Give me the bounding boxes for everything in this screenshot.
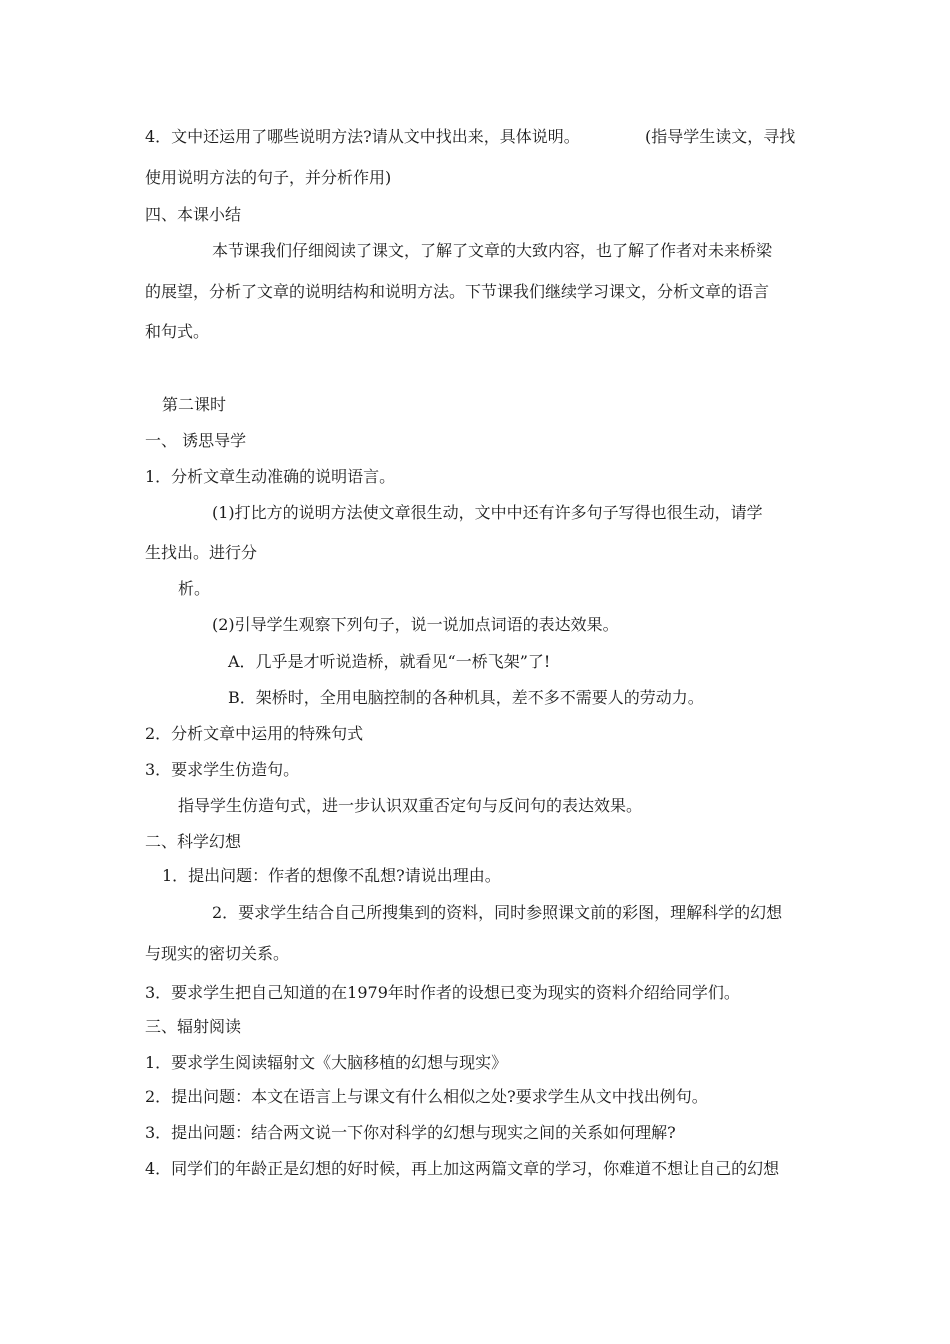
section-heading: 三、辐射阅读 [145,1017,242,1036]
text-line: A．几乎是才听说造桥，就看见“一桥飞架”了! [228,652,551,671]
text-line: B．架桥时，全用电脑控制的各种机具，差不多不需要人的劳动力。 [228,688,704,707]
section-heading: 四、本课小结 [145,205,242,224]
section-heading: 一、 诱思导学 [145,431,247,450]
text-line: 指导学生仿造句式，进一步认识双重否定句与反问句的表达效果。 [178,796,643,815]
text-line: 的展望，分析了文章的说明结构和说明方法。下节课我们继续学习课文，分析文章的语言 [145,282,770,301]
text-line: 和句式。 [145,322,210,341]
text-line: 本节课我们仔细阅读了课文，了解了文章的大致内容，也了解了作者对未来桥梁 [212,241,773,260]
text-line: 4．同学们的年龄正是幻想的好时候，再上加这两篇文章的学习，你难道不想让自己的幻想 [145,1159,780,1178]
text-line: 2．提出问题：本文在语言上与课文有什么相似之处?要求学生从文中找出例句。 [145,1087,708,1106]
text-line: 3．要求学生仿造句。 [145,760,300,779]
section-heading: 二、科学幻想 [145,832,242,851]
text-line: 4．文中还运用了哪些说明方法?请从文中找出来，具体说明。 [145,127,580,146]
text-line: 3．提出问题：结合两文说一下你对科学的幻想与现实之间的关系如何理解? [145,1123,676,1142]
text-line: 析。 [178,579,211,598]
text-line: (2)引导学生观察下列句子，说一说加点词语的表达效果。 [212,615,619,634]
text-line: (1)打比方的说明方法使文章很生动，文中中还有许多句子写得也很生动，请学 [212,503,763,522]
text-line: 2．要求学生结合自己所搜集到的资料，同时参照课文前的彩图，理解科学的幻想 [212,903,783,922]
text-line: 与现实的密切关系。 [145,944,290,963]
text-line: 1．提出问题：作者的想像不乱想?请说出理由。 [162,866,501,885]
text-line: 3．要求学生把自己知道的在1979年时作者的设想已变为现实的资料介绍给同学们。 [145,983,740,1002]
text-line: (指导学生读文，寻找 [645,127,796,146]
text-line: 2．分析文章中运用的特殊句式 [145,724,364,743]
text-line: 生找出。进行分 [145,543,258,562]
text-line: 1．分析文章生动准确的说明语言。 [145,467,396,486]
text-line: 1．要求学生阅读辐射文《大脑移植的幻想与现实》 [145,1053,508,1072]
text-line: 使用说明方法的句子，并分析作用) [145,168,392,187]
lesson-heading: 第二课时 [162,395,227,414]
